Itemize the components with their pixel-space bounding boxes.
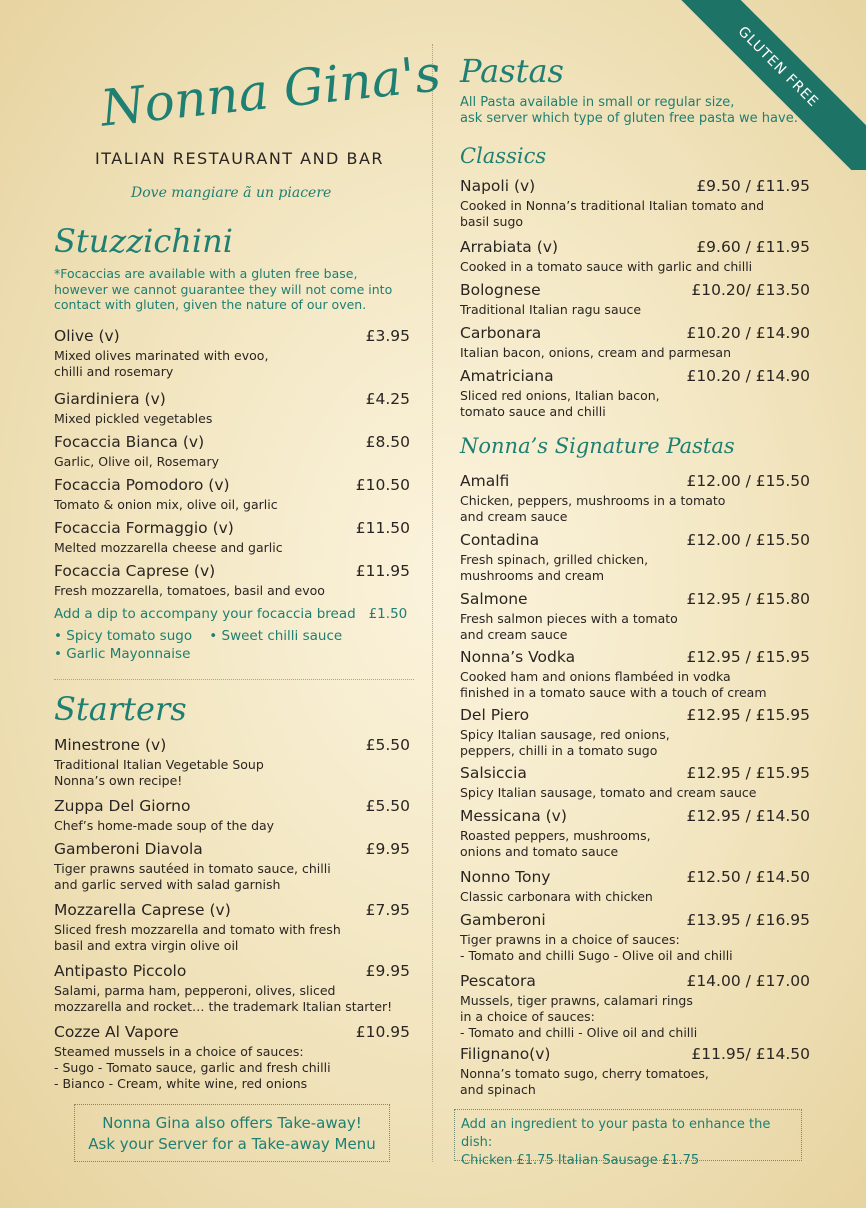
menu-item-description: and spinach xyxy=(460,1082,536,1097)
dip-offer-price: £1.50 xyxy=(368,606,408,622)
menu-item-name: Olive (v) xyxy=(54,327,120,345)
menu-item-name: Antipasto Piccolo xyxy=(54,962,187,980)
menu-item-description: Cooked in Nonna’s traditional Italian tomato and xyxy=(460,198,765,213)
menu-item-header xyxy=(54,390,410,411)
menu-item-description: Garlic, Olive oil, Rosemary xyxy=(54,454,219,469)
menu-item xyxy=(460,238,810,275)
menu-item-description: tomato sauce and chilli xyxy=(460,404,606,419)
menu-item-description: Spicy Italian sausage, tomato and cream sauce xyxy=(460,785,757,800)
menu-item-name: Messicana (v) xyxy=(460,807,567,825)
menu-item-name: Cozze Al Vapore xyxy=(54,1023,179,1041)
menu-item-name: Minestrone (v) xyxy=(54,736,167,754)
menu-item-price: £9.95 xyxy=(365,840,410,858)
menu-item-header xyxy=(460,177,810,198)
menu-item-header xyxy=(54,1023,410,1044)
menu-item-price: £10.95 xyxy=(355,1023,410,1041)
menu-item xyxy=(460,472,810,525)
menu-item xyxy=(54,519,410,556)
menu-item-header xyxy=(54,736,410,757)
dip-offer xyxy=(54,606,407,622)
menu-item-header xyxy=(460,324,810,345)
menu-item xyxy=(460,177,810,230)
menu-item-price: £12.00 / £15.50 xyxy=(686,472,810,490)
focaccia-gluten-note: *Focaccias are available with a gluten free base, however we cannot guarantee they will not come into contact with gluten, given the nature of our oven. xyxy=(54,266,393,312)
menu-item xyxy=(460,868,810,905)
menu-item-price: £3.95 xyxy=(365,327,410,345)
menu-item-description: Chicken, peppers, mushrooms in a tomato xyxy=(460,493,726,508)
takeaway-line-2: Ask your Server for a Take-away Menu xyxy=(88,1135,376,1153)
classics-title: Classics xyxy=(460,144,547,168)
menu-item-description: peppers, chilli in a tomato sugo xyxy=(460,743,658,758)
menu-item-description: - Sugo - Tomato sauce, garlic and fresh chilli xyxy=(54,1060,331,1075)
dip-option: • Spicy tomato sugo xyxy=(54,628,193,644)
menu-item-description: Steamed mussels in a choice of sauces: xyxy=(54,1044,304,1059)
menu-item-price: £12.95 / £14.50 xyxy=(686,807,810,825)
menu-item-name: Carbonara xyxy=(460,324,542,342)
pastas-note-line-1: All Pasta available in small or regular size, xyxy=(460,95,735,110)
menu-item-description: Chef’s home-made soup of the day xyxy=(54,818,275,833)
menu-item-description: Classic carbonara with chicken xyxy=(460,889,653,904)
menu-item-name: Amatriciana xyxy=(460,367,554,385)
menu-item-description: Sliced red onions, Italian bacon, xyxy=(460,388,660,403)
menu-item-description: and cream sauce xyxy=(460,509,568,524)
menu-item-header xyxy=(460,238,810,259)
dip-options-row-1 xyxy=(54,628,342,644)
menu-item-price: £12.95 / £15.95 xyxy=(686,648,810,666)
section-divider xyxy=(54,679,414,680)
menu-item-description: onions and tomato sauce xyxy=(460,844,619,859)
menu-item-price: £9.60 / £11.95 xyxy=(696,238,810,256)
pastas-note-line-2: ask server which type of gluten free pasta we have. xyxy=(460,111,798,126)
menu-item-price: £10.20 / £14.90 xyxy=(686,367,810,385)
menu-item-name: Mozzarella Caprese (v) xyxy=(54,901,231,919)
menu-item-price: £13.95 / £16.95 xyxy=(686,911,810,929)
menu-item xyxy=(54,1023,410,1092)
menu-item xyxy=(54,840,410,893)
menu-item-header xyxy=(460,1045,810,1066)
menu-item-header xyxy=(460,807,810,828)
menu-item-price: £9.95 xyxy=(365,962,410,980)
menu-item-name: Del Piero xyxy=(460,706,530,724)
menu-item xyxy=(54,962,410,1015)
menu-item-description: Traditional Italian ragu sauce xyxy=(460,302,642,317)
menu-item-header xyxy=(54,962,410,983)
menu-item-name: Nonna’s Vodka xyxy=(460,648,576,666)
menu-item-price: £11.95/ £14.50 xyxy=(691,1045,810,1063)
add-ingredient-box xyxy=(454,1109,802,1168)
menu-item-description: - Bianco - Cream, white wine, red onions xyxy=(54,1076,308,1091)
signature-title: Nonna’s Signature Pastas xyxy=(460,434,735,458)
menu-item xyxy=(54,327,410,380)
gluten-free-badge: GLUTEN FREE xyxy=(666,0,866,170)
menu-item xyxy=(460,764,810,801)
menu-item-description: mozzarella and rocket… the trademark Italian starter! xyxy=(54,999,393,1014)
menu-item-header xyxy=(54,519,410,540)
menu-item-name: Gamberoni Diavola xyxy=(54,840,203,858)
menu-item-header xyxy=(460,764,810,785)
menu-item-header xyxy=(460,590,810,611)
menu-item xyxy=(54,562,410,599)
restaurant-tagline: Dove mangiare ã un piacere xyxy=(131,185,332,201)
dip-offer-text: Add a dip to accompany your focaccia bread xyxy=(54,606,356,622)
menu-item-header xyxy=(460,911,810,932)
pastas-title: Pastas xyxy=(460,52,564,90)
menu-item xyxy=(460,367,810,420)
menu-item-name: Amalfi xyxy=(460,472,510,490)
menu-item-header xyxy=(460,531,810,552)
menu-item-name: Arrabiata (v) xyxy=(460,238,558,256)
menu-item-header xyxy=(460,706,810,727)
menu-item-description: Salami, parma ham, pepperoni, olives, sliced xyxy=(54,983,336,998)
menu-item-description: chilli and rosemary xyxy=(54,364,174,379)
menu-item-price: £12.00 / £15.50 xyxy=(686,531,810,549)
menu-item-description: Mixed olives marinated with evoo, xyxy=(54,348,269,363)
gluten-free-ribbon xyxy=(666,0,866,170)
menu-item-price: £14.00 / £17.00 xyxy=(686,972,810,990)
menu-item-description: finished in a tomato sauce with a touch of cream xyxy=(460,685,767,700)
restaurant-logo: Nonna Gina's xyxy=(97,44,444,138)
menu-item-description: Mixed pickled vegetables xyxy=(54,411,213,426)
menu-item-description: Nonna’s own recipe! xyxy=(54,773,183,788)
dip-option: • Sweet chilli sauce xyxy=(209,628,343,644)
menu-item xyxy=(460,911,810,964)
menu-item-name: Giardiniera (v) xyxy=(54,390,166,408)
menu-item-description: - Tomato and chilli - Olive oil and chilli xyxy=(460,1025,698,1040)
menu-item-description: Traditional Italian Vegetable Soup xyxy=(54,757,264,772)
menu-item-header xyxy=(460,472,810,493)
menu-item xyxy=(460,324,810,361)
menu-item-price: £10.20/ £13.50 xyxy=(691,281,810,299)
menu-item-description: and garlic served with salad garnish xyxy=(54,877,281,892)
menu-item-header xyxy=(460,972,810,993)
menu-item-price: £12.95 / £15.95 xyxy=(686,764,810,782)
menu-item-name: Gamberoni xyxy=(460,911,546,929)
restaurant-subtitle: ITALIAN RESTAURANT AND BAR xyxy=(95,149,384,168)
menu-item-header xyxy=(54,797,410,818)
menu-item-description: Melted mozzarella cheese and garlic xyxy=(54,540,283,555)
menu-item-description: Fresh spinach, grilled chicken, xyxy=(460,552,649,567)
menu-item-price: £5.50 xyxy=(365,736,410,754)
menu-item-name: Pescatora xyxy=(460,972,536,990)
menu-item-price: £7.95 xyxy=(365,901,410,919)
menu-item-description: Fresh mozzarella, tomatoes, basil and evoo xyxy=(54,583,325,598)
menu-item-header xyxy=(54,327,410,348)
menu-item-name: Salsiccia xyxy=(460,764,527,782)
dip-options-row-2 xyxy=(54,646,190,662)
takeaway-box xyxy=(74,1104,390,1162)
menu-item-description: - Tomato and chilli Sugo - Olive oil and chilli xyxy=(460,948,733,963)
menu-item xyxy=(54,433,410,470)
menu-item-name: Filignano(v) xyxy=(460,1045,551,1063)
stuzzichini-title: Stuzzichini xyxy=(54,222,233,260)
menu-item-price: £9.50 / £11.95 xyxy=(696,177,810,195)
menu-item xyxy=(54,476,410,513)
menu-item-header xyxy=(460,367,810,388)
menu-item-header xyxy=(54,476,410,497)
menu-item-header xyxy=(460,648,810,669)
menu-item xyxy=(460,1045,810,1098)
menu-item-description: basil and extra virgin olive oil xyxy=(54,938,239,953)
menu-item-price: £12.95 / £15.80 xyxy=(686,590,810,608)
menu-item-header xyxy=(54,840,410,861)
menu-item-header xyxy=(54,433,410,454)
menu-item-price: £10.20 / £14.90 xyxy=(686,324,810,342)
menu-item xyxy=(54,736,410,789)
menu-item-description: mushrooms and cream xyxy=(460,568,605,583)
menu-item-name: Focaccia Pomodoro (v) xyxy=(54,476,230,494)
menu-item-name: Zuppa Del Giorno xyxy=(54,797,191,815)
menu-item-name: Salmone xyxy=(460,590,528,608)
menu-item xyxy=(54,390,410,427)
takeaway-line-1: Nonna Gina also offers Take-away! xyxy=(102,1114,362,1132)
menu-item xyxy=(460,531,810,584)
menu-item-description: and cream sauce xyxy=(460,627,568,642)
menu-item-description: Tiger prawns sautéed in tomato sauce, chilli xyxy=(54,861,331,876)
menu-item-description: Cooked ham and onions flambéed in vodka xyxy=(460,669,731,684)
menu-item-description: Roasted peppers, mushrooms, xyxy=(460,828,651,843)
menu-item-price: £4.25 xyxy=(365,390,410,408)
menu-item-description: Fresh salmon pieces with a tomato xyxy=(460,611,678,626)
menu-item-description: basil sugo xyxy=(460,214,524,229)
menu-item-name: Focaccia Bianca (v) xyxy=(54,433,205,451)
menu-item-description: Cooked in a tomato sauce with garlic and chilli xyxy=(460,259,753,274)
menu-item xyxy=(460,972,810,1041)
menu-item xyxy=(460,807,810,860)
menu-item-price: £11.50 xyxy=(355,519,410,537)
menu-item-header xyxy=(54,901,410,922)
menu-item-name: Contadina xyxy=(460,531,540,549)
menu-item xyxy=(460,281,810,318)
add-ingredient-line-2: Chicken £1.75 Italian Sausage £1.75 xyxy=(461,1153,700,1168)
column-divider xyxy=(432,44,433,1162)
menu-item-name: Focaccia Formaggio (v) xyxy=(54,519,234,537)
menu-item-price: £11.95 xyxy=(355,562,410,580)
menu-item-description: Italian bacon, onions, cream and parmesan xyxy=(460,345,732,360)
menu-item-name: Nonno Tony xyxy=(460,868,551,886)
menu-item-description: in a choice of sauces: xyxy=(460,1009,595,1024)
menu-item-description: Mussels, tiger prawns, calamari rings xyxy=(460,993,693,1008)
menu-item-name: Napoli (v) xyxy=(460,177,536,195)
menu-item-price: £5.50 xyxy=(365,797,410,815)
menu-item-description: Spicy Italian sausage, red onions, xyxy=(460,727,670,742)
menu-item xyxy=(460,648,810,701)
menu-item-header xyxy=(460,868,810,889)
menu-item-description: Tomato & onion mix, olive oil, garlic xyxy=(54,497,278,512)
dip-option: • Garlic Mayonnaise xyxy=(54,646,191,662)
menu-item-description: Sliced fresh mozzarella and tomato with fresh xyxy=(54,922,341,937)
starters-title: Starters xyxy=(54,690,187,728)
menu-item-description: Tiger prawns in a choice of sauces: xyxy=(460,932,680,947)
menu-item xyxy=(54,797,410,834)
menu-item-price: £8.50 xyxy=(365,433,410,451)
menu-item-header xyxy=(460,281,810,302)
menu-item-price: £12.50 / £14.50 xyxy=(686,868,810,886)
menu-item xyxy=(460,706,810,759)
menu-item xyxy=(460,590,810,643)
menu-item-price: £10.50 xyxy=(355,476,410,494)
menu-item-header xyxy=(54,562,410,583)
menu-item-description: Nonna’s tomato sugo, cherry tomatoes, xyxy=(460,1066,709,1081)
menu-item xyxy=(54,901,410,954)
menu-item-price: £12.95 / £15.95 xyxy=(686,706,810,724)
menu-item-name: Focaccia Caprese (v) xyxy=(54,562,216,580)
menu-item-name: Bolognese xyxy=(460,281,541,299)
add-ingredient-line-1: Add an ingredient to your pasta to enhance the dish: xyxy=(461,1117,771,1150)
pastas-note xyxy=(460,95,798,127)
